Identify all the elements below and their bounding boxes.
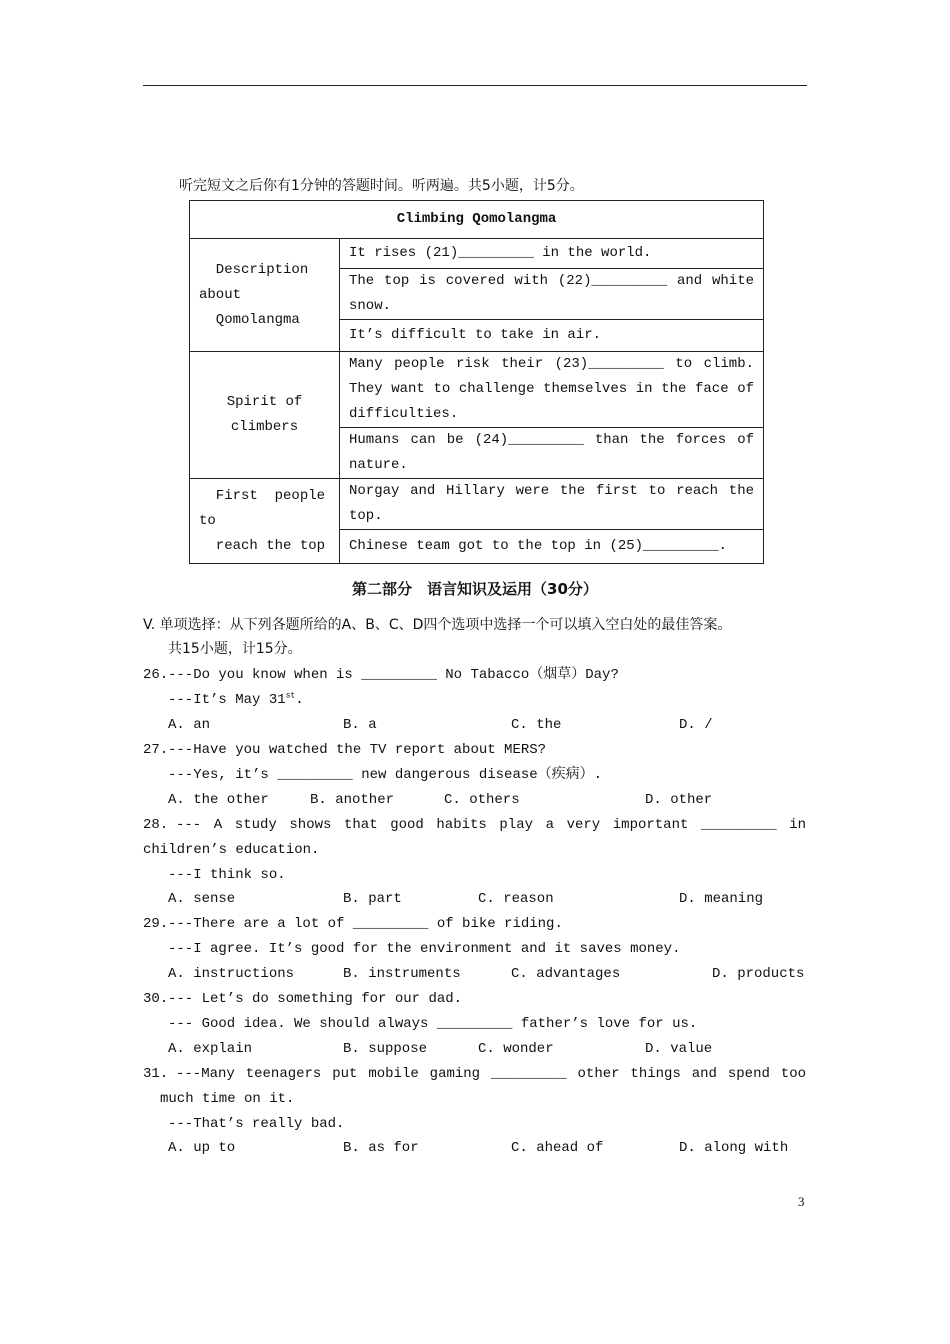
table-title: Climbing Qomolangma [190, 201, 764, 239]
question-text [168, 990, 462, 1008]
group-label-line: Description [199, 261, 309, 278]
question-line: --- Good idea. We should always _________ father’s love for us. [168, 1016, 698, 1032]
table-cell: It rises (21)_________ in the world. [340, 239, 764, 269]
question-text [168, 1115, 344, 1133]
question-text [160, 1090, 294, 1108]
option-d[interactable]: D. products [712, 966, 805, 982]
option-b[interactable]: B. as for [343, 1140, 419, 1156]
question-line: ---I think so. [168, 867, 286, 883]
option-b[interactable]: B. a [343, 717, 377, 733]
superscript: st [285, 691, 296, 701]
option-d[interactable]: D. along with [679, 1140, 789, 1156]
question-number: 31. [143, 1066, 169, 1082]
option-b[interactable]: B. suppose [343, 1041, 428, 1057]
question-text [168, 766, 602, 784]
question-number: 28. [143, 817, 169, 833]
question-text [168, 866, 286, 884]
question-text [168, 1015, 697, 1033]
option-d[interactable]: D. meaning [679, 891, 764, 907]
option-c[interactable]: C. others [444, 792, 520, 808]
option-c[interactable]: C. reason [478, 891, 554, 907]
option-a[interactable]: A. instructions [168, 966, 295, 982]
table-cell: It’s difficult to take in air. [340, 320, 764, 352]
question-line: --- Let’s do something for our dad. [168, 991, 463, 1007]
instruction-line: V. 单项选择：从下列各题所给的A、B、C、D四个选项中选择一个可以填入空白处的最佳答案。 [143, 617, 732, 633]
section-title: 第二部分 语言知识及运用（30分） [352, 580, 598, 598]
option-c[interactable]: C. advantages [511, 966, 621, 982]
option-b[interactable]: B. instruments [343, 966, 461, 982]
group-label-line: Spirit of [226, 394, 303, 410]
question-number: 30. [143, 991, 169, 1007]
group-label-line: Qomolangma [199, 311, 300, 328]
question-text [168, 741, 546, 759]
table-cell: Many people risk their (23)_________ to climb. They want to challenge themselves in the face of difficulties. [340, 352, 764, 428]
option-c[interactable]: C. the [511, 717, 562, 733]
group-label [190, 479, 340, 564]
group-label [190, 352, 340, 479]
group-label [190, 239, 340, 352]
option-a[interactable]: A. explain [168, 1041, 253, 1057]
notes-table [189, 200, 764, 564]
question-text [168, 666, 619, 684]
question-line: ---Yes, it’s _________ new dangerous disease（疾病）. [168, 767, 603, 783]
option-d[interactable]: D. value [645, 1041, 713, 1057]
group-label-line: to [199, 512, 216, 529]
option-b[interactable]: B. part [343, 891, 402, 907]
page-number: 3 [798, 1194, 805, 1209]
header-rule [143, 85, 807, 86]
option-c[interactable]: C. ahead of [511, 1140, 604, 1156]
group-label-line: reach the top [199, 537, 326, 554]
table-cell: Norgay and Hillary were the first to reach the top. [340, 479, 764, 530]
group-label-line: First people [199, 487, 326, 504]
option-c[interactable]: C. wonder [478, 1041, 554, 1057]
question-line: --- A study shows that good habits play a very important _________ in [176, 817, 806, 833]
instruction-line: 共15小题，计15分。 [168, 641, 302, 657]
question-line: much time on it. [160, 1091, 295, 1107]
option-d[interactable]: D. other [645, 792, 713, 808]
question-text [168, 940, 680, 958]
option-b[interactable]: B. another [310, 792, 395, 808]
question-text [176, 816, 806, 834]
question-text [168, 915, 563, 933]
group-label-line: climbers [230, 419, 299, 435]
option-a[interactable]: A. sense [168, 891, 236, 907]
table-cell: Humans can be (24)_________ than the forces of nature. [340, 428, 764, 479]
question-line: ---Many teenagers put mobile gaming _________ other things and spend too [176, 1066, 806, 1082]
question-line: ---I agree. It’s good for the environment and it saves money. [168, 941, 681, 957]
question-line: ---Do you know when is _________ No Tabacco（烟草）Day? [168, 667, 619, 683]
question-line: ---That’s really bad. [168, 1116, 345, 1132]
option-d[interactable]: D. / [679, 717, 713, 733]
listening-instruction: 听完短文之后你有1分钟的答题时间。听两遍。共5小题，计5分。 [179, 178, 584, 194]
group-label-line: about [199, 286, 242, 303]
question-line: children’s education. [143, 842, 320, 858]
question-text [143, 841, 319, 859]
option-a[interactable]: A. up to [168, 1140, 236, 1156]
table-cell: Chinese team got to the top in (25)_________. [340, 530, 764, 564]
punctuation: . [295, 692, 304, 708]
option-a[interactable]: A. the other [168, 792, 269, 808]
question-text [176, 1065, 806, 1083]
question-text [168, 691, 304, 709]
question-line: ---There are a lot of _________ of bike riding. [168, 916, 563, 932]
question-number: 27. [143, 742, 169, 758]
question-line: ---Have you watched the TV report about MERS? [168, 742, 547, 758]
question-number: 29. [143, 916, 169, 932]
question-line: ---It’s May 31 [168, 692, 286, 708]
table-cell: The top is covered with (22)_________ and white snow. [340, 269, 764, 320]
question-number: 26. [143, 667, 169, 683]
option-a[interactable]: A. an [168, 717, 211, 733]
